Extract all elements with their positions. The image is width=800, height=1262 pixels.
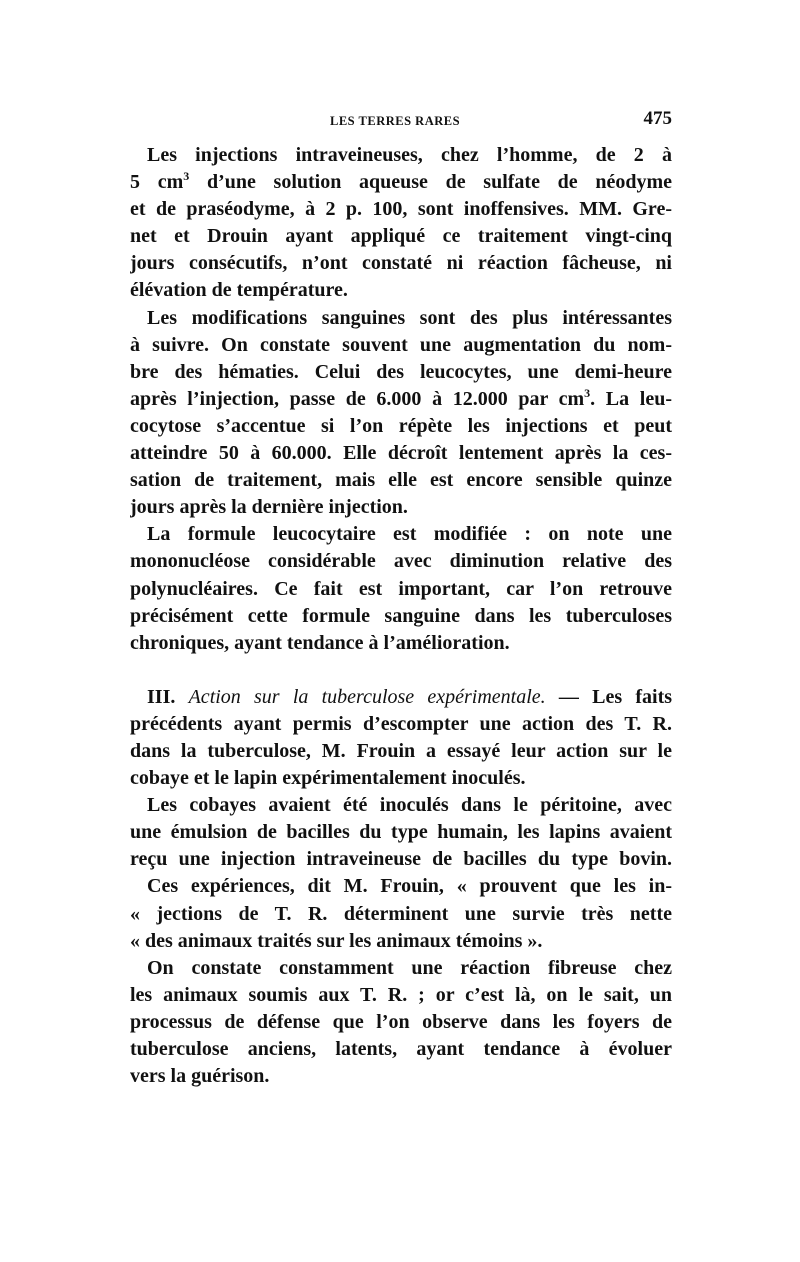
- text-line: tuberculose anciens, latents, ayant tendance à évoluer: [130, 1038, 672, 1060]
- text-line: « des animaux traités sur les animaux témoins ».: [130, 929, 543, 952]
- text-line: précisément cette formule sanguine dans les tuberculoses: [130, 604, 672, 627]
- paragraph-7: [130, 955, 672, 1090]
- paragraph-1: [130, 142, 672, 305]
- section-number: III.: [147, 685, 176, 708]
- text-line: jours consécutifs, n’ont constaté ni réaction fâcheuse, ni: [130, 252, 672, 275]
- text-line: On constate constamment une réaction fibreuse chez: [147, 956, 672, 979]
- text-line: et de praséodyme, à 2 p. 100, sont inoffensives. MM. Gre-: [130, 198, 672, 221]
- text-line: précédents ayant permis d’escompter une action des T. R.: [130, 712, 672, 735]
- text-line: à suivre. On constate souvent une augmentation du nom-: [130, 333, 672, 356]
- text-line: cocytose s’accentue si l’on répète les injections et peut: [130, 414, 672, 437]
- text-line: mononucléose considérable avec diminution relative des: [130, 550, 672, 573]
- text-line: chroniques, ayant tendance à l’amélioration.: [130, 631, 510, 654]
- text-line: les animaux soumis aux T. R. ; or c’est là, on le sait, un: [130, 983, 672, 1006]
- section-gap: [130, 657, 672, 684]
- body-text: [130, 142, 672, 1090]
- text-line: bre des hématies. Celui des leucocytes, une demi-heure: [130, 360, 672, 383]
- text-line: sation de traitement, mais elle est encore sensible quinze: [130, 469, 672, 492]
- running-title: LES TERRES RARES: [330, 114, 461, 128]
- superscript: 3: [584, 385, 591, 400]
- text-line: La formule leucocytaire est modifiée : on note une: [147, 523, 672, 546]
- page-number: 475: [643, 108, 672, 129]
- paragraph-2: [130, 305, 672, 522]
- text-line: net et Drouin ayant appliqué ce traitement vingt-cinq: [130, 225, 672, 248]
- text-line: Les cobayes avaient été inoculés dans le péritoine, avec: [147, 794, 672, 817]
- text-line: polynucléaires. Ce fait est important, car l’on retrouve: [130, 577, 672, 600]
- section-title: Action sur la tuberculose expérimentale.: [188, 685, 546, 708]
- text-line: « jections de T. R. déterminent une survie très nette: [130, 902, 672, 925]
- text-line: Les modifications sanguines sont des plus intéressantes: [147, 306, 672, 329]
- text-line: après l’injection, passe de 6.000 à 12.000 par $cm^3$. La leu-: [130, 385, 672, 410]
- paragraph-3: [130, 521, 672, 656]
- running-header: [130, 108, 672, 138]
- paragraph-5: [130, 792, 672, 873]
- text-line: élévation de température.: [130, 279, 348, 302]
- text-line: reçu une injection intraveineuse de bacilles du type bovin.: [130, 848, 672, 871]
- text-line: cobaye et le lapin expérimentalement inoculés.: [130, 767, 526, 790]
- text-line: processus de défense que l’on observe dans les foyers de: [130, 1010, 672, 1033]
- text-line: dans la tuberculose, M. Frouin a essayé leur action sur le: [130, 739, 672, 762]
- text-line: 5 $cm^3$ d’une solution aqueuse de sulfate de néodyme: [130, 169, 672, 194]
- paragraph-6: [130, 873, 672, 954]
- text-line: Les injections intraveineuses, chez l’homme, de 2 à: [147, 144, 672, 166]
- section-heading-line: III. Action sur la tuberculose expérimentale. — Les faits: [147, 685, 672, 708]
- section-3: [130, 684, 672, 792]
- text-line: Ces expériences, dit M. Frouin, « prouvent que les in-: [147, 875, 672, 898]
- text-line: une émulsion de bacilles du type humain, les lapins avaient: [130, 821, 672, 844]
- text-line: vers la guérison.: [130, 1065, 270, 1088]
- superscript: 3: [183, 169, 190, 184]
- text-line: atteindre 50 à 60.000. Elle décroît lentement après la ces-: [130, 442, 672, 465]
- text-line: jours après la dernière injection.: [130, 496, 408, 519]
